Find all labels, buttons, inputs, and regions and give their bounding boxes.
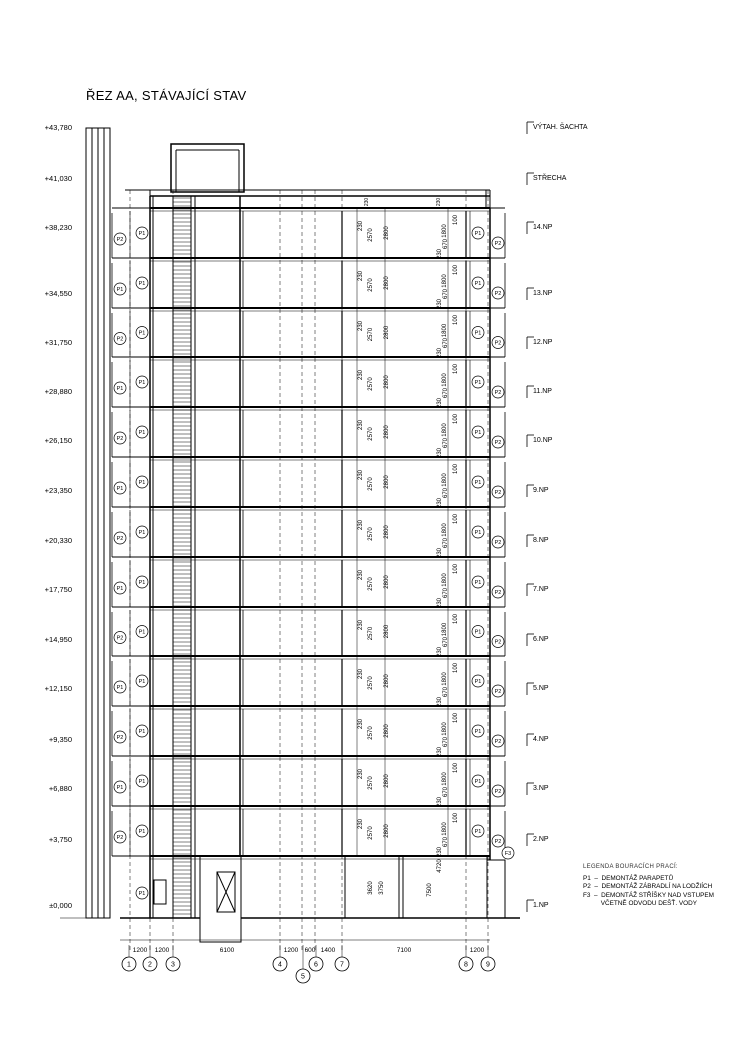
marker-left-label: P2 [116, 835, 124, 841]
dim-slab: 230 [358, 569, 364, 581]
marker-inner-label: P1 [138, 530, 146, 536]
level-label: 8.NP [533, 537, 549, 544]
dim-right-window: 1800 [442, 722, 448, 736]
dim-slab: 230 [358, 519, 364, 531]
dim-height: 2800 [384, 276, 390, 290]
dim-clear: 2570 [368, 826, 374, 840]
axis-label: 8 [464, 961, 468, 969]
level-label: 4.NP [533, 736, 549, 743]
marker-right-inner-label: P1 [474, 380, 482, 386]
dim-right-window: 1800 [442, 573, 448, 587]
dim-height: 2800 [384, 375, 390, 389]
marker-left-label: P1 [116, 785, 124, 791]
axis-label: 9 [486, 961, 490, 969]
marker-left-label: P2 [116, 635, 124, 642]
dim-right-top: 100 [453, 513, 459, 525]
axis-dimension: 1200 [283, 947, 299, 954]
elevator-shaft-top [171, 144, 244, 192]
elevation-label: +28,880 [44, 387, 72, 396]
level-label: 6.NP [533, 636, 549, 643]
dim-clear: 2570 [368, 427, 374, 441]
dim-right-window: 1800 [442, 473, 448, 487]
marker-inner-label: P1 [138, 779, 146, 785]
elevation-label: +14,950 [44, 635, 72, 644]
axis-dimension: 7100 [396, 947, 412, 954]
marker-inner-label: P1 [138, 231, 146, 237]
dim-height: 2800 [384, 824, 390, 838]
legend [583, 863, 714, 909]
dim-right-sill: 670 [443, 686, 449, 698]
dim-right-slab: 230 [437, 646, 443, 658]
dim-slab: 230 [358, 718, 364, 730]
axis-label: 4 [278, 961, 282, 969]
level-label: 2.NP [533, 836, 549, 843]
dim-clear: 2570 [368, 726, 374, 740]
dim-right-top: 100 [453, 463, 459, 475]
elevation-label: +34,550 [44, 289, 72, 298]
marker-right-inner-label: P1 [474, 330, 482, 337]
marker-right-label: P2 [494, 739, 502, 745]
marker-right-inner-label: P1 [474, 679, 482, 685]
dim-slab: 230 [358, 369, 364, 381]
dim-right-sill: 670 [443, 238, 449, 250]
legend-item-f3: F3 – DEMONTÁŽ STŘÍŠKY NAD VSTUPEM [583, 891, 714, 899]
marker-left-label: P1 [116, 586, 124, 592]
dim-right-window: 1800 [442, 822, 448, 836]
marker-inner-label: P1 [138, 480, 146, 486]
level-label: 14.NP [533, 224, 553, 231]
marker-left-label: P2 [116, 436, 124, 442]
dim-right-sill: 670 [443, 537, 449, 549]
marker-left-label: P2 [116, 336, 124, 343]
dim-right-sill: 670 [443, 288, 449, 300]
elevation-label: +23,350 [44, 486, 72, 495]
dim-right-slab: 230 [437, 597, 443, 609]
level-label: 3.NP [533, 785, 549, 792]
marker-right-label: P2 [494, 241, 502, 247]
axis-dimension: 1400 [320, 947, 336, 954]
level-label: STŘECHA [533, 175, 567, 182]
marker-inner-label: P1 [138, 729, 146, 735]
elevation-label: +41,030 [44, 174, 72, 183]
elevation-label: +12,150 [44, 684, 72, 693]
dim-height: 2800 [384, 226, 390, 240]
marker-right-label: P2 [494, 440, 502, 446]
dim-right-window: 1800 [442, 523, 448, 537]
level-label: 1.NP [533, 902, 549, 909]
dim-slab: 230 [358, 768, 364, 780]
marker-ground-label: P1 [138, 891, 146, 897]
dim-slab: 230 [358, 270, 364, 282]
dim-height: 2800 [384, 525, 390, 539]
dim-clear: 2570 [368, 327, 374, 342]
marker-right-inner-label: P1 [474, 580, 482, 586]
dim-right-window: 1800 [442, 373, 448, 387]
dim-right-top: 100 [453, 662, 459, 674]
dim-right-slab: 230 [437, 347, 443, 359]
dim-slab: 230 [358, 469, 364, 481]
dim-right-slab: 230 [437, 746, 443, 758]
legend-heading: LEGENDA BOURACÍCH PRACÍ: [583, 864, 678, 870]
dim-slab: 230 [358, 818, 364, 830]
marker-right-inner-label: P1 [474, 480, 482, 486]
marker-right-label: P2 [494, 390, 502, 396]
marker-inner-label: P1 [138, 430, 146, 436]
marker-right-label: P2 [494, 639, 502, 646]
axis-label: 3 [171, 961, 175, 969]
dim-right-window: 1800 [442, 323, 448, 338]
dim-right-top: 100 [453, 563, 459, 575]
marker-left-label: P1 [116, 287, 124, 293]
axis-dimension: 1200 [469, 947, 485, 954]
dim-right-sill: 670 [443, 487, 449, 499]
dim-slab: 230 [358, 320, 364, 332]
level-label: 12.NP [533, 339, 553, 346]
dim-ground: 3620 [368, 881, 374, 895]
axis-label: 1 [127, 961, 131, 969]
level-label: 10.NP [533, 437, 553, 444]
dim-slab: 230 [358, 619, 364, 631]
marker-left-label: P1 [116, 486, 124, 492]
elevation-label: +20,330 [44, 536, 72, 545]
marker-right-inner-label: P1 [474, 281, 482, 287]
marker-right-label: P2 [494, 590, 502, 596]
marker-inner-label: P1 [138, 679, 146, 685]
dim-right-slab: 230 [437, 696, 443, 708]
marker-inner-label: P1 [138, 330, 146, 337]
dim-right-slab: 230 [437, 846, 443, 858]
dim-clear: 2570 [368, 626, 374, 641]
dim-clear: 2570 [368, 477, 374, 491]
marker-f3-label: F3 [504, 851, 512, 857]
axis-dimension: 600 [304, 947, 316, 954]
dim-ground: 7500 [427, 883, 433, 897]
marker-left-label: P2 [116, 237, 124, 243]
level-label: 9.NP [533, 487, 549, 494]
axis-dimension: 1200 [154, 947, 170, 954]
legend-item-p2: P2 – DEMONTÁŽ ZÁBRADLÍ NA LODŽIÍCH [583, 883, 713, 891]
dim-right-slab: 230 [437, 248, 443, 260]
marker-left-label: P2 [116, 536, 124, 542]
dim-right-sill: 670 [443, 387, 449, 399]
marker-right-label: P2 [494, 789, 502, 795]
dim-right-sill: 670 [443, 587, 449, 599]
level-label: 13.NP [533, 290, 553, 297]
dim-right-window: 1800 [442, 423, 448, 437]
elevation-label: +9,350 [48, 735, 72, 744]
marker-right-label: P2 [494, 490, 502, 496]
elevation-label: +38,230 [44, 223, 72, 232]
dim-roof-right: 230 [436, 197, 442, 207]
dim-right-window: 1800 [442, 224, 448, 238]
dim-right-top: 100 [453, 264, 459, 276]
dim-slab: 230 [358, 668, 364, 680]
dim-height: 2800 [384, 624, 390, 639]
dim-right-top: 100 [453, 812, 459, 824]
marker-inner-label: P1 [138, 829, 146, 835]
level-label: VÝTAH. ŠACHTA [533, 124, 588, 131]
dim-clear: 2570 [368, 377, 374, 391]
dim-right-slab: 230 [437, 796, 443, 808]
marker-right-inner-label: P1 [474, 530, 482, 536]
marker-right-inner-label: P1 [474, 231, 482, 237]
dim-slab: 230 [358, 220, 364, 232]
dim-height: 2800 [384, 575, 390, 589]
dim-clear: 2570 [368, 527, 374, 541]
marker-right-inner-label: P1 [474, 629, 482, 636]
dim-right-top: 100 [453, 712, 459, 724]
dim-right-slab: 230 [437, 447, 443, 459]
dim-clear: 2570 [368, 228, 374, 242]
dim-right-top: 100 [453, 762, 459, 774]
axis-label: 5 [301, 973, 305, 981]
dim-right-slab: 230 [437, 298, 443, 310]
axis-label: 7 [340, 961, 344, 969]
level-label: 7.NP [533, 586, 549, 593]
dim-right-window: 1800 [442, 672, 448, 686]
dim-right-sill: 670 [443, 836, 449, 848]
elevation-label: +6,880 [48, 784, 72, 793]
dim-height: 2800 [384, 325, 390, 340]
dim-right-top: 100 [453, 413, 459, 425]
dim-clear: 2570 [368, 676, 374, 690]
dim-right-sill: 670 [443, 437, 449, 449]
marker-right-label: P2 [494, 340, 502, 347]
dim-slab: 230 [358, 419, 364, 431]
dim-ground: 3750 [379, 881, 385, 895]
marker-right-inner-label: P1 [474, 729, 482, 735]
dim-height: 2800 [384, 774, 390, 788]
dim-height: 2800 [384, 425, 390, 439]
dim-clear: 2570 [368, 577, 374, 591]
marker-left-label: P1 [116, 685, 124, 691]
marker-right-label: P2 [494, 689, 502, 695]
marker-right-label: P2 [494, 291, 502, 297]
dim-right-sill: 670 [443, 736, 449, 748]
dim-right-sill: 670 [443, 786, 449, 798]
marker-right-inner-label: P1 [474, 779, 482, 785]
dim-height: 2800 [384, 674, 390, 688]
elevation-label: ±0,000 [49, 901, 72, 910]
dim-roof: 230 [364, 197, 370, 207]
dim-right-top: 100 [453, 363, 459, 375]
marker-inner-label: P1 [138, 380, 146, 386]
page-title: ŘEZ AA, STÁVAJÍCÍ STAV [86, 88, 247, 103]
dim-ground: 4720 [437, 859, 443, 873]
dim-height: 2800 [384, 475, 390, 489]
axis-dimension: 6100 [219, 947, 235, 954]
dim-right-slab: 230 [437, 497, 443, 509]
dim-clear: 2570 [368, 278, 374, 292]
marker-right-inner-label: P1 [474, 829, 482, 835]
legend-item-p1: P1 – DEMONTÁŽ PARAPETŮ [583, 874, 674, 882]
marker-inner-label: P1 [138, 580, 146, 586]
dim-right-top: 100 [453, 314, 459, 326]
axis-dimension: 1200 [132, 947, 148, 954]
marker-inner-label: P1 [138, 281, 146, 287]
dim-right-slab: 230 [437, 397, 443, 409]
level-label: 5.NP [533, 685, 549, 692]
marker-right-label: P2 [494, 540, 502, 546]
dim-right-sill: 670 [443, 337, 449, 349]
legend-item-f3-cont: VČETNĚ ODVODU DEŠŤ. VODY [583, 900, 697, 908]
elevation-label: +26,150 [44, 436, 72, 445]
dim-clear: 2570 [368, 776, 374, 790]
elevation-label: +43,780 [44, 123, 72, 132]
elevation-label: +3,750 [48, 835, 72, 844]
marker-right-inner-label: P1 [474, 430, 482, 436]
axis-label: 2 [148, 961, 152, 969]
dim-right-window: 1800 [442, 274, 448, 288]
elevation-label: +31,750 [44, 338, 72, 347]
marker-left-label: P2 [116, 735, 124, 741]
dim-right-top: 100 [453, 214, 459, 226]
dim-right-top: 100 [453, 613, 459, 625]
dim-height: 2800 [384, 724, 390, 738]
axis-label: 6 [314, 961, 318, 969]
dim-right-window: 1800 [442, 622, 448, 637]
marker-inner-label: P1 [138, 629, 146, 636]
elevation-label: +17,750 [44, 585, 72, 594]
dim-right-window: 1800 [442, 772, 448, 786]
marker-right-label: P2 [494, 839, 502, 845]
level-label: 11.NP [533, 388, 552, 395]
dim-right-sill: 670 [443, 636, 449, 648]
marker-left-label: P1 [116, 386, 124, 392]
dim-right-slab: 230 [437, 547, 443, 559]
